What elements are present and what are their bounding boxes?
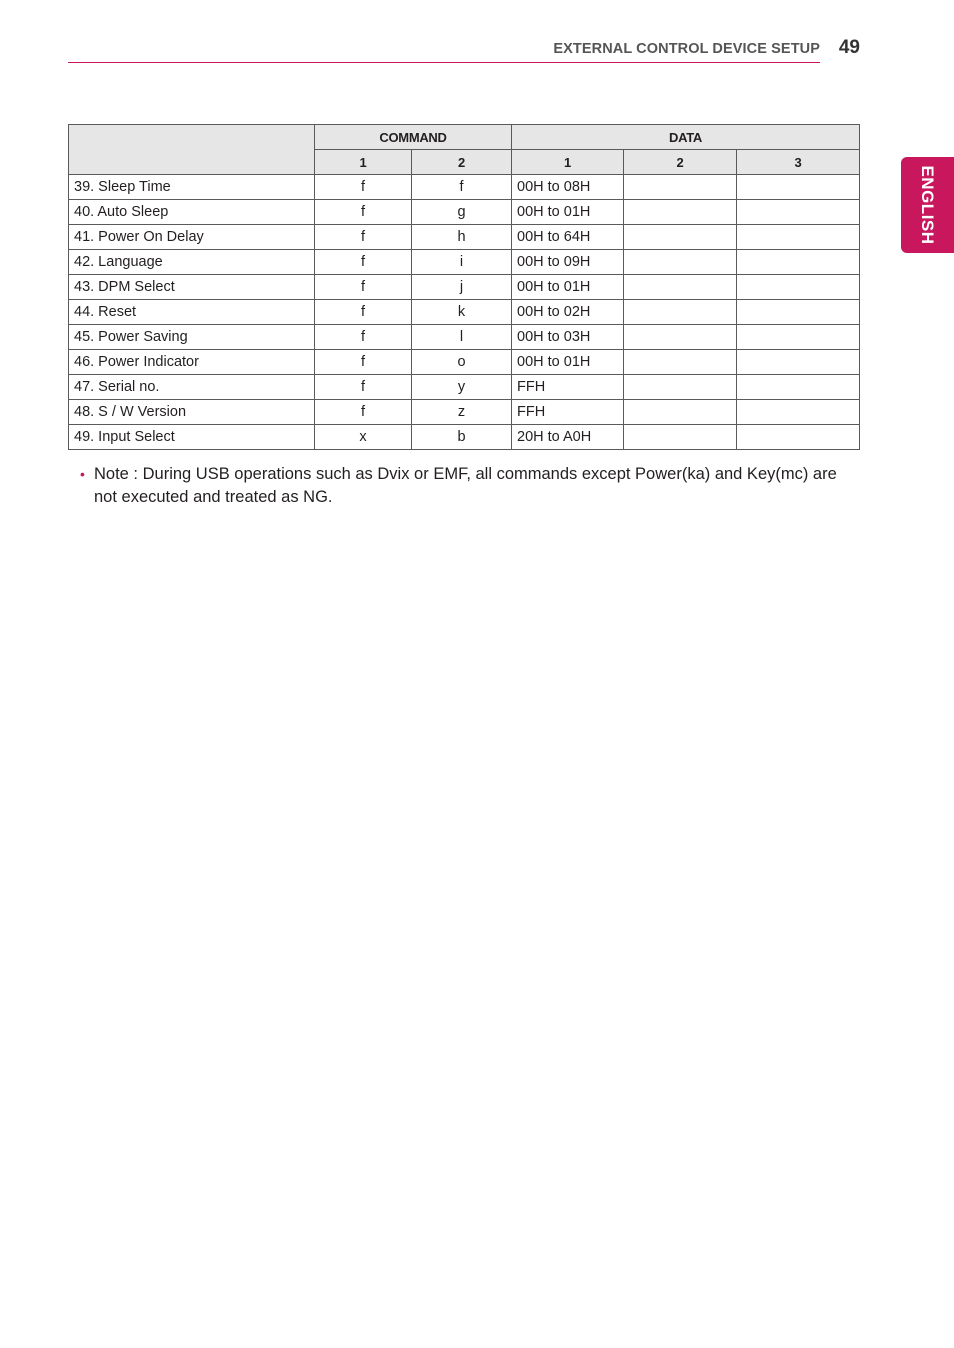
table-row	[69, 350, 860, 375]
data-3-cell	[737, 350, 860, 375]
note-text: Note : During USB operations such as Dvix or EMF, all commands except Power(ka) and Key(mc) are not executed and treated as NG.	[94, 465, 837, 506]
command-1-header: 1	[315, 150, 412, 175]
data-group-header: DATA	[512, 125, 860, 150]
function-name-cell: 48. S / W Version	[69, 400, 315, 425]
data-2-cell	[624, 425, 737, 450]
command-1-cell: x	[315, 425, 412, 450]
function-name-cell: 41. Power On Delay	[69, 225, 315, 250]
command-2-cell: f	[412, 175, 512, 200]
table-row	[69, 250, 860, 275]
function-name-cell: 49. Input Select	[69, 425, 315, 450]
page-number: 49	[838, 37, 860, 58]
usb-note	[80, 463, 860, 509]
table-corner-cell	[69, 125, 315, 175]
data-1-cell: FFH	[512, 375, 624, 400]
command-2-cell: z	[412, 400, 512, 425]
function-name-cell: 46. Power Indicator	[69, 350, 315, 375]
data-1-cell: 00H to 09H	[512, 250, 624, 275]
function-name-cell: 39. Sleep Time	[69, 175, 315, 200]
table-row	[69, 425, 860, 450]
data-3-cell	[737, 275, 860, 300]
data-2-cell	[624, 275, 737, 300]
table-group-header-row	[69, 125, 860, 150]
table-row	[69, 300, 860, 325]
command-1-cell: f	[315, 250, 412, 275]
function-name-cell: 44. Reset	[69, 300, 315, 325]
table-row	[69, 225, 860, 250]
data-1-cell: 00H to 03H	[512, 325, 624, 350]
data-2-cell	[624, 225, 737, 250]
data-1-cell: 00H to 01H	[512, 350, 624, 375]
data-2-cell	[624, 350, 737, 375]
data-3-cell	[737, 200, 860, 225]
data-2-cell	[624, 200, 737, 225]
command-2-cell: k	[412, 300, 512, 325]
table-row	[69, 175, 860, 200]
note-bullet: •	[80, 466, 85, 482]
data-1-cell: 00H to 08H	[512, 175, 624, 200]
command-2-cell: b	[412, 425, 512, 450]
command-1-cell: f	[315, 200, 412, 225]
data-1-cell: 00H to 01H	[512, 275, 624, 300]
function-name-cell: 42. Language	[69, 250, 315, 275]
command-group-header: COMMAND	[315, 125, 512, 150]
command-1-cell: f	[315, 175, 412, 200]
language-tab-label: ENGLISH	[918, 165, 937, 245]
data-1-cell: FFH	[512, 400, 624, 425]
command-1-cell: f	[315, 325, 412, 350]
data-1-cell: 00H to 64H	[512, 225, 624, 250]
data-3-cell	[737, 300, 860, 325]
command-1-cell: f	[315, 350, 412, 375]
command-2-header: 2	[412, 150, 512, 175]
header-rule	[68, 62, 820, 63]
function-name-cell: 45. Power Saving	[69, 325, 315, 350]
command-2-cell: j	[412, 275, 512, 300]
command-2-cell: o	[412, 350, 512, 375]
function-name-cell: 43. DPM Select	[69, 275, 315, 300]
table-row	[69, 200, 860, 225]
data-3-cell	[737, 325, 860, 350]
data-2-cell	[624, 400, 737, 425]
data-2-cell	[624, 175, 737, 200]
language-tab	[901, 157, 954, 253]
data-3-header: 3	[737, 150, 860, 175]
command-2-cell: l	[412, 325, 512, 350]
command-1-cell: f	[315, 300, 412, 325]
table-row	[69, 375, 860, 400]
function-name-cell: 47. Serial no.	[69, 375, 315, 400]
section-title: EXTERNAL CONTROL DEVICE SETUP	[553, 41, 820, 57]
table-row	[69, 400, 860, 425]
data-3-cell	[737, 250, 860, 275]
command-1-cell: f	[315, 275, 412, 300]
command-table	[68, 124, 860, 450]
function-name-cell: 40. Auto Sleep	[69, 200, 315, 225]
data-2-cell	[624, 375, 737, 400]
data-3-cell	[737, 425, 860, 450]
data-3-cell	[737, 225, 860, 250]
data-3-cell	[737, 400, 860, 425]
command-2-cell: y	[412, 375, 512, 400]
command-2-cell: h	[412, 225, 512, 250]
data-1-cell: 00H to 02H	[512, 300, 624, 325]
command-2-cell: g	[412, 200, 512, 225]
data-2-header: 2	[624, 150, 737, 175]
data-1-cell: 00H to 01H	[512, 200, 624, 225]
data-2-cell	[624, 325, 737, 350]
command-2-cell: i	[412, 250, 512, 275]
data-3-cell	[737, 375, 860, 400]
command-1-cell: f	[315, 375, 412, 400]
table-body	[69, 175, 860, 450]
table-row	[69, 325, 860, 350]
table-row	[69, 275, 860, 300]
data-3-cell	[737, 175, 860, 200]
data-2-cell	[624, 300, 737, 325]
data-2-cell	[624, 250, 737, 275]
data-1-header: 1	[512, 150, 624, 175]
command-1-cell: f	[315, 400, 412, 425]
data-1-cell: 20H to A0H	[512, 425, 624, 450]
command-1-cell: f	[315, 225, 412, 250]
